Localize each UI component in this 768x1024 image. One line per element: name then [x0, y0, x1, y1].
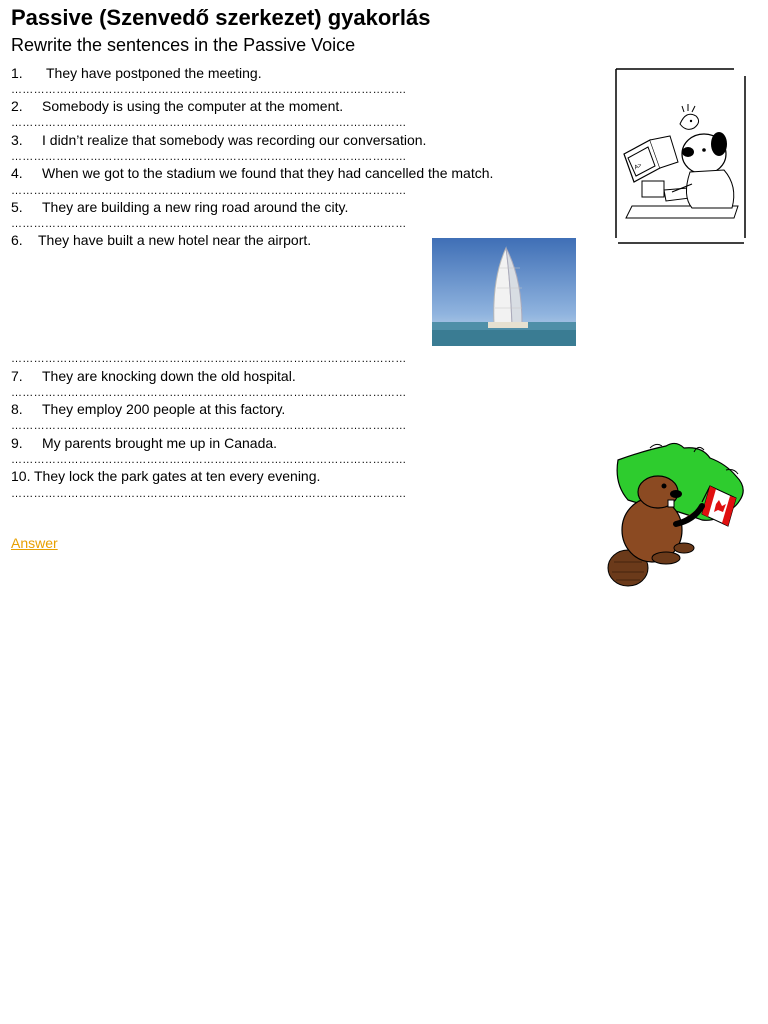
question-number: 1.: [11, 65, 23, 81]
question-1: [11, 65, 262, 81]
question-2: [11, 98, 343, 114]
question-number: 3.: [11, 132, 23, 148]
question-text: They are knocking down the old hospital.: [42, 368, 296, 384]
question-number: 10.: [11, 468, 31, 484]
question-3: [11, 132, 426, 148]
question-4: [11, 165, 493, 181]
question-5: [11, 199, 348, 215]
question-text: They employ 200 people at this factory.: [42, 401, 286, 417]
question-text: They are building a new ring road around the city.: [42, 199, 349, 215]
question-8: [11, 401, 285, 417]
question-6: [11, 232, 311, 248]
question-text: Somebody is using the computer at the moment.: [42, 98, 344, 114]
question-text: They lock the park gates at ten every evening.: [34, 468, 321, 484]
answer-line[interactable]: ……………………………………………………………………………………………: [11, 185, 407, 197]
answer-line[interactable]: ……………………………………………………………………………………………: [11, 151, 407, 163]
answer-line[interactable]: ……………………………………………………………………………………………: [11, 117, 407, 129]
answer-link[interactable]: Answer: [11, 535, 58, 551]
answer-line[interactable]: ……………………………………………………………………………………………: [11, 353, 407, 365]
snoopy-computer-image: [612, 66, 748, 246]
question-number: 9.: [11, 435, 23, 451]
answer-line[interactable]: ……………………………………………………………………………………………: [11, 387, 407, 399]
question-number: 5.: [11, 199, 23, 215]
question-text: My parents brought me up in Canada.: [42, 435, 278, 451]
question-number: 6.: [11, 232, 23, 248]
answer-line[interactable]: ……………………………………………………………………………………………: [11, 218, 407, 230]
question-number: 4.: [11, 165, 23, 181]
question-9: [11, 435, 277, 451]
beaver-canada-image: [606, 440, 754, 590]
svg-text:A>: A>: [633, 162, 643, 172]
question-number: 2.: [11, 98, 23, 114]
question-text: They have postponed the meeting.: [46, 65, 262, 81]
question-7: [11, 368, 296, 384]
page-subtitle: Rewrite the sentences in the Passive Voice: [11, 35, 356, 55]
question-text: I didn’t realize that somebody was recording our conversation.: [42, 132, 427, 148]
hotel-photo: [432, 238, 576, 346]
question-text: They have built a new hotel near the airport.: [38, 232, 312, 248]
question-text: When we got to the stadium we found that they had cancelled the match.: [42, 165, 494, 181]
question-10: [11, 468, 320, 484]
answer-line[interactable]: ……………………………………………………………………………………………: [11, 454, 407, 466]
answer-line[interactable]: ……………………………………………………………………………………………: [11, 84, 407, 96]
question-number: 7.: [11, 368, 23, 384]
question-number: 8.: [11, 401, 23, 417]
answer-line[interactable]: ……………………………………………………………………………………………: [11, 420, 407, 432]
page-title: Passive (Szenvedő szerkezet) gyakorlás: [11, 5, 431, 30]
answer-line[interactable]: ……………………………………………………………………………………………: [11, 488, 407, 500]
